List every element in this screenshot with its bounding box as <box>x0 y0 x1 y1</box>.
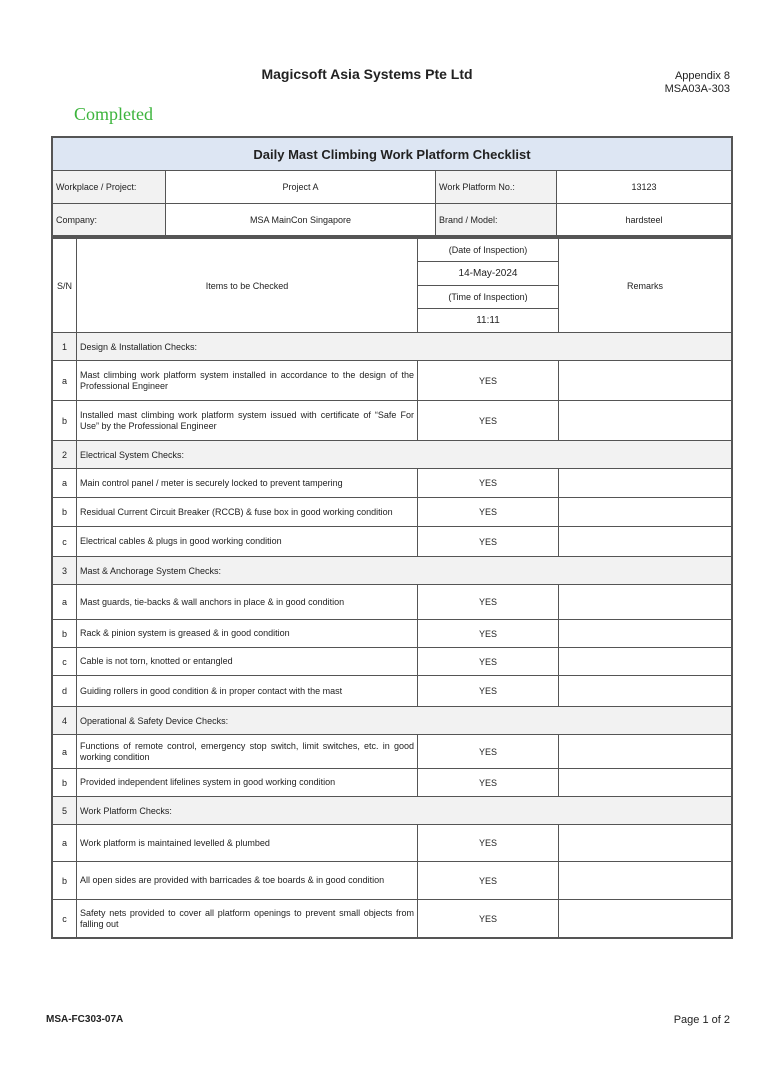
item-result: YES <box>418 676 559 707</box>
section-row <box>53 797 732 825</box>
item-description: Mast guards, tie-backs & wall anchors in place & in good condition <box>77 585 418 620</box>
item-remark <box>559 527 732 557</box>
checklist-item-row <box>53 401 732 441</box>
item-result: YES <box>418 900 559 938</box>
item-letter: d <box>53 676 77 707</box>
workplace-value: Project A <box>166 171 436 204</box>
item-remark <box>559 401 732 441</box>
item-result: YES <box>418 825 559 862</box>
section-number: 2 <box>53 441 77 469</box>
form-title: Daily Mast Climbing Work Platform Checklist <box>53 138 732 171</box>
checklist-item-row <box>53 769 732 797</box>
checklist-item-row <box>53 648 732 676</box>
checklist-item-row <box>53 862 732 900</box>
item-remark <box>559 361 732 401</box>
checklist-item-row <box>53 361 732 401</box>
checklist-box <box>51 237 733 939</box>
checklist-item-row <box>53 735 732 769</box>
item-letter: b <box>53 769 77 797</box>
item-description: All open sides are provided with barricades & toe boards & in good condition <box>77 862 418 900</box>
item-description: Work platform is maintained levelled & plumbed <box>77 825 418 862</box>
item-description: Functions of remote control, emergency stop switch, limit switches, etc. in good working condition <box>77 735 418 769</box>
item-result: YES <box>418 735 559 769</box>
item-letter: a <box>53 469 77 498</box>
document-code: MSA03A-303 <box>664 83 730 95</box>
item-remark <box>559 769 732 797</box>
item-remark <box>559 585 732 620</box>
section-number: 3 <box>53 557 77 585</box>
section-number: 4 <box>53 707 77 735</box>
checklist-item-row <box>53 527 732 557</box>
item-letter: b <box>53 401 77 441</box>
checklist-item-row <box>53 469 732 498</box>
section-row <box>53 333 732 361</box>
item-result: YES <box>418 620 559 648</box>
checklist-item-row <box>53 900 732 938</box>
form-header-box <box>51 136 733 237</box>
company-value: MSA MainCon Singapore <box>166 204 436 236</box>
workplace-label: Workplace / Project: <box>53 171 166 204</box>
checklist-item-row <box>53 585 732 620</box>
item-result: YES <box>418 585 559 620</box>
item-result: YES <box>418 469 559 498</box>
section-title: Work Platform Checks: <box>77 797 732 825</box>
remarks-header: Remarks <box>559 239 732 333</box>
section-row <box>53 707 732 735</box>
section-title: Operational & Safety Device Checks: <box>77 707 732 735</box>
section-number: 5 <box>53 797 77 825</box>
item-letter: c <box>53 900 77 938</box>
item-description: Residual Current Circuit Breaker (RCCB) & fuse box in good working condition <box>77 498 418 527</box>
item-remark <box>559 620 732 648</box>
platform-value: 13123 <box>557 171 732 204</box>
item-letter: a <box>53 735 77 769</box>
completion-status: Completed <box>74 104 153 124</box>
item-description: Rack & pinion system is greased & in good condition <box>77 620 418 648</box>
item-letter: b <box>53 862 77 900</box>
items-header: Items to be Checked <box>77 239 418 333</box>
date-label: (Date of Inspection) <box>418 239 559 262</box>
item-description: Guiding rollers in good condition & in proper contact with the mast <box>77 676 418 707</box>
item-letter: b <box>53 620 77 648</box>
item-description: Main control panel / meter is securely locked to prevent tampering <box>77 469 418 498</box>
item-remark <box>559 825 732 862</box>
date-value: 14-May-2024 <box>418 262 559 286</box>
section-number: 1 <box>53 333 77 361</box>
brand-value: hardsteel <box>557 204 732 236</box>
item-remark <box>559 469 732 498</box>
item-remark <box>559 862 732 900</box>
item-result: YES <box>418 401 559 441</box>
section-title: Design & Installation Checks: <box>77 333 732 361</box>
item-remark <box>559 735 732 769</box>
checklist-table <box>52 238 732 938</box>
checklist-item-row <box>53 498 732 527</box>
section-row <box>53 557 732 585</box>
page-number: Page 1 of 2 <box>673 1014 730 1026</box>
time-label: (Time of Inspection) <box>418 286 559 309</box>
item-remark <box>559 900 732 938</box>
item-result: YES <box>418 862 559 900</box>
brand-label: Brand / Model: <box>436 204 557 236</box>
checklist-item-row <box>53 825 732 862</box>
appendix-block <box>665 70 730 96</box>
section-title: Electrical System Checks: <box>77 441 732 469</box>
item-description: Electrical cables & plugs in good working condition <box>77 527 418 557</box>
section-row <box>53 441 732 469</box>
appendix-label: Appendix 8 <box>674 70 730 82</box>
item-result: YES <box>418 361 559 401</box>
company-label: Company: <box>53 204 166 236</box>
platform-label: Work Platform No.: <box>436 171 557 204</box>
item-description: Provided independent lifelines system in good working condition <box>77 769 418 797</box>
item-result: YES <box>418 648 559 676</box>
item-result: YES <box>418 527 559 557</box>
item-description: Mast climbing work platform system installed in accordance to the design of the Professional Engineer <box>77 361 418 401</box>
item-remark <box>559 676 732 707</box>
sn-header: S/N <box>53 239 77 333</box>
checklist-item-row <box>53 620 732 648</box>
item-letter: a <box>53 825 77 862</box>
company-name: Magicsoft Asia Systems Pte Ltd <box>261 66 473 82</box>
item-description: Safety nets provided to cover all platform openings to prevent small objects from falling out <box>77 900 418 938</box>
item-letter: b <box>53 498 77 527</box>
item-letter: a <box>53 585 77 620</box>
item-letter: c <box>53 648 77 676</box>
section-title: Mast & Anchorage System Checks: <box>77 557 732 585</box>
item-description: Installed mast climbing work platform system issued with certificate of “Safe For Use” by the Professional Engineer <box>77 401 418 441</box>
time-value: 11:11 <box>418 309 559 333</box>
form-code: MSA-FC303-07A <box>46 1014 124 1025</box>
item-result: YES <box>418 498 559 527</box>
item-result: YES <box>418 769 559 797</box>
item-letter: c <box>53 527 77 557</box>
checklist-item-row <box>53 676 732 707</box>
item-remark <box>559 648 732 676</box>
item-remark <box>559 498 732 527</box>
item-description: Cable is not torn, knotted or entangled <box>77 648 418 676</box>
item-letter: a <box>53 361 77 401</box>
